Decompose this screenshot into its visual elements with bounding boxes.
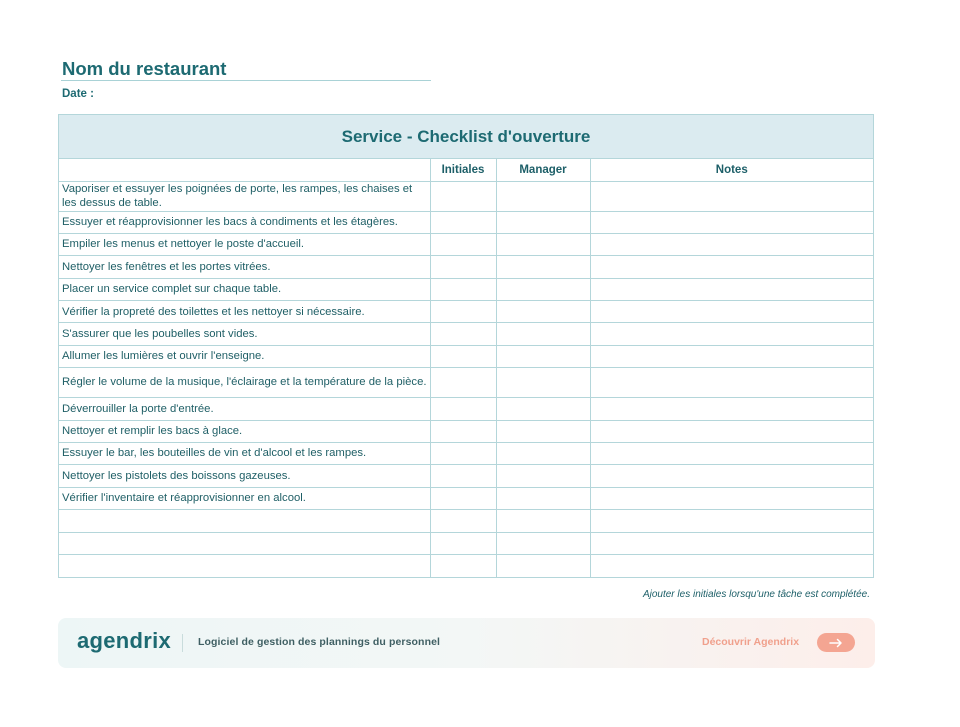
initials-cell[interactable] [430, 420, 496, 442]
manager-cell[interactable] [496, 443, 590, 465]
footnote: Ajouter les initiales lorsqu'une tâche est complétée. [642, 589, 870, 600]
notes-cell[interactable] [590, 398, 873, 420]
table-row [59, 465, 873, 487]
initials-cell[interactable] [430, 211, 496, 233]
manager-cell[interactable] [496, 368, 590, 398]
notes-column-header: Notes [590, 159, 873, 181]
manager-cell[interactable] [496, 420, 590, 442]
arrow-right-icon [829, 638, 843, 648]
task-column-header [59, 159, 430, 181]
initials-cell[interactable] [430, 532, 496, 554]
task-text: Nettoyer les pistolets des boissons gazeuses. [59, 465, 430, 487]
notes-cell[interactable] [590, 420, 873, 442]
manager-cell[interactable] [496, 233, 590, 255]
task-text [59, 532, 430, 554]
task-text: S'assurer que les poubelles sont vides. [59, 323, 430, 345]
table-row [59, 398, 873, 420]
initials-cell[interactable] [430, 554, 496, 576]
initials-cell[interactable] [430, 345, 496, 367]
initials-cell[interactable] [430, 233, 496, 255]
notes-cell[interactable] [590, 532, 873, 554]
initials-cell[interactable] [430, 301, 496, 323]
table-row [59, 233, 873, 255]
notes-cell[interactable] [590, 323, 873, 345]
manager-cell[interactable] [496, 256, 590, 278]
initials-cell[interactable] [430, 398, 496, 420]
initials-column-header: Initiales [430, 159, 496, 181]
banner-divider [182, 634, 183, 652]
task-text: Vaporiser et essuyer les poignées de porte, les rampes, les chaises et les dessus de table. [62, 182, 413, 209]
notes-cell[interactable] [590, 181, 873, 211]
banner-tagline: Logiciel de gestion des plannings du personnel [198, 636, 441, 648]
initials-cell[interactable] [430, 465, 496, 487]
notes-cell[interactable] [590, 554, 873, 576]
task-text [59, 554, 430, 576]
notes-cell[interactable] [590, 211, 873, 233]
discover-agendrix-link[interactable]: Découvrir Agendrix [702, 636, 800, 648]
initials-cell[interactable] [430, 487, 496, 509]
initials-cell[interactable] [430, 256, 496, 278]
restaurant-name: Nom du restaurant [62, 58, 227, 79]
manager-cell[interactable] [496, 532, 590, 554]
manager-cell[interactable] [496, 181, 590, 211]
initials-cell[interactable] [430, 368, 496, 398]
notes-cell[interactable] [590, 487, 873, 509]
task-text: Empiler les menus et nettoyer le poste d'accueil. [59, 233, 430, 255]
table-row [59, 554, 873, 576]
manager-cell[interactable] [496, 398, 590, 420]
notes-cell[interactable] [590, 345, 873, 367]
task-text [59, 510, 430, 532]
table-row [59, 532, 873, 554]
initials-cell[interactable] [430, 323, 496, 345]
task-text: Essuyer et réapprovisionner les bacs à condiments et les étagères. [59, 211, 430, 233]
notes-cell[interactable] [590, 368, 873, 398]
manager-cell[interactable] [496, 278, 590, 300]
initials-cell[interactable] [430, 443, 496, 465]
table-row [59, 368, 873, 398]
table-row [59, 345, 873, 367]
notes-cell[interactable] [590, 301, 873, 323]
task-text: Allumer les lumières et ouvrir l'enseigne. [59, 345, 430, 367]
table-row [59, 301, 873, 323]
task-text: Vérifier l'inventaire et réapprovisionner en alcool. [59, 487, 430, 509]
date-label: Date : [62, 88, 94, 100]
task-text: Nettoyer les fenêtres et les portes vitrées. [59, 256, 430, 278]
checklist-table [59, 159, 873, 577]
discover-agendrix-button[interactable] [817, 633, 855, 652]
task-text: Nettoyer et remplir les bacs à glace. [59, 420, 430, 442]
table-row [59, 487, 873, 509]
manager-column-header: Manager [496, 159, 590, 181]
table-row [59, 256, 873, 278]
table-row [59, 323, 873, 345]
table-header-row [59, 159, 873, 181]
table-row [59, 420, 873, 442]
notes-cell[interactable] [590, 256, 873, 278]
table-row [59, 181, 873, 211]
manager-cell[interactable] [496, 487, 590, 509]
manager-cell[interactable] [496, 345, 590, 367]
task-text: Régler le volume de la musique, l'éclairage et la température de la pièce. [59, 368, 430, 398]
table-row [59, 211, 873, 233]
manager-cell[interactable] [496, 465, 590, 487]
initials-cell[interactable] [430, 181, 496, 211]
restaurant-name-underline [61, 80, 431, 81]
table-row [59, 510, 873, 532]
initials-cell[interactable] [430, 278, 496, 300]
opening-checklist [58, 114, 874, 578]
agendrix-banner[interactable] [58, 618, 875, 668]
manager-cell[interactable] [496, 323, 590, 345]
manager-cell[interactable] [496, 211, 590, 233]
task-text: Vérifier la propreté des toilettes et les nettoyer si nécessaire. [59, 301, 430, 323]
notes-cell[interactable] [590, 443, 873, 465]
checklist-title: Service - Checklist d'ouverture [59, 115, 873, 159]
manager-cell[interactable] [496, 510, 590, 532]
notes-cell[interactable] [590, 278, 873, 300]
table-row [59, 278, 873, 300]
task-text: Placer un service complet sur chaque table. [59, 278, 430, 300]
manager-cell[interactable] [496, 301, 590, 323]
notes-cell[interactable] [590, 233, 873, 255]
notes-cell[interactable] [590, 465, 873, 487]
task-text: Essuyer le bar, les bouteilles de vin et d'alcool et les rampes. [59, 443, 430, 465]
initials-cell[interactable] [430, 510, 496, 532]
manager-cell[interactable] [496, 554, 590, 576]
agendrix-logo[interactable]: agendrix [77, 628, 172, 653]
table-row [59, 443, 873, 465]
notes-cell[interactable] [590, 510, 873, 532]
task-text: Déverrouiller la porte d'entrée. [59, 398, 430, 420]
task-rows [59, 181, 873, 577]
